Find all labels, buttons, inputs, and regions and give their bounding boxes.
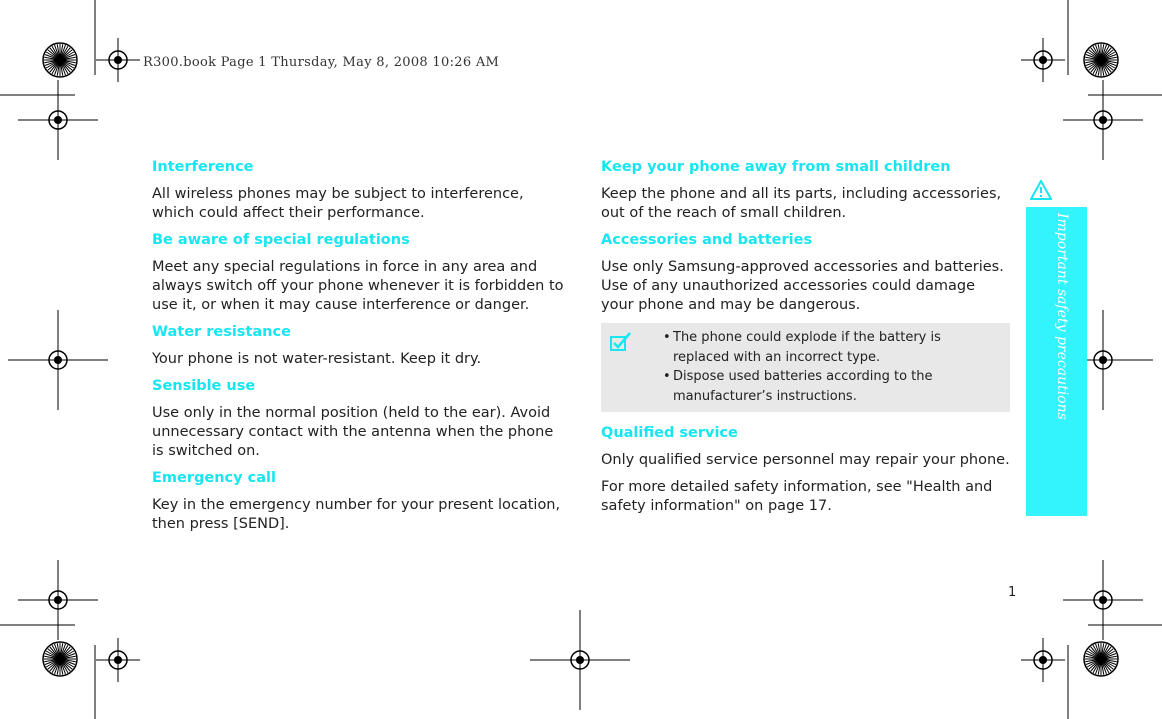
heading-interference: Interference (152, 159, 254, 175)
page-number: 1 (1008, 585, 1017, 600)
side-tab-title: Important safety precautions (1054, 213, 1070, 420)
text-water-resistance: Your phone is not water-resistant. Keep it dry. (152, 351, 482, 367)
note-item: • Dispose used batteries according to the manufacturer’s instructions. (663, 369, 933, 404)
right-column (601, 158, 1011, 524)
text-special-regulations: Meet any special regulations in force in any area and always switch off your phone whenever it is forbidden to use it, or when it may cause interference or danger. (152, 259, 564, 313)
note-list (611, 328, 998, 406)
text-more-info: For more detailed safety information, see "Health and safety information" on page 17. (601, 479, 993, 514)
text-accessories-batteries: Use only Samsung-approved accessories and batteries. Use of any unauthorized accessories could damage your phone and may be dangerous. (601, 259, 1004, 313)
heading-emergency-call: Emergency call (152, 470, 276, 486)
heading-small-children: Keep your phone away from small children (601, 159, 951, 175)
battery-note-box (601, 323, 1010, 412)
text-qualified-service: Only qualified service personnel may repair your phone. (601, 452, 1010, 468)
heading-accessories-batteries: Accessories and batteries (601, 232, 813, 248)
heading-qualified-service: Qualified service (601, 425, 738, 441)
warning-triangle-icon (1030, 180, 1052, 200)
note-item: • The phone could explode if the battery is replaced with an incorrect type. (663, 330, 941, 365)
text-interference: All wireless phones may be subject to interference, which could affect their performance. (152, 186, 524, 221)
text-small-children: Keep the phone and all its parts, including accessories, out of the reach of small children. (601, 186, 1002, 221)
print-header: R300.book Page 1 Thursday, May 8, 2008 10:26 AM (143, 55, 500, 70)
heading-sensible-use: Sensible use (152, 378, 256, 394)
checkmark-note-icon (610, 332, 632, 352)
left-column (152, 158, 567, 542)
text-emergency-call: Key in the emergency number for your present location, then press [SEND]. (152, 497, 561, 532)
heading-water-resistance: Water resistance (152, 324, 291, 340)
heading-special-regulations: Be aware of special regulations (152, 232, 410, 248)
text-sensible-use: Use only in the normal position (held to the ear). Avoid unnecessary contact with the antenna when the phone is switched on. (152, 405, 554, 459)
